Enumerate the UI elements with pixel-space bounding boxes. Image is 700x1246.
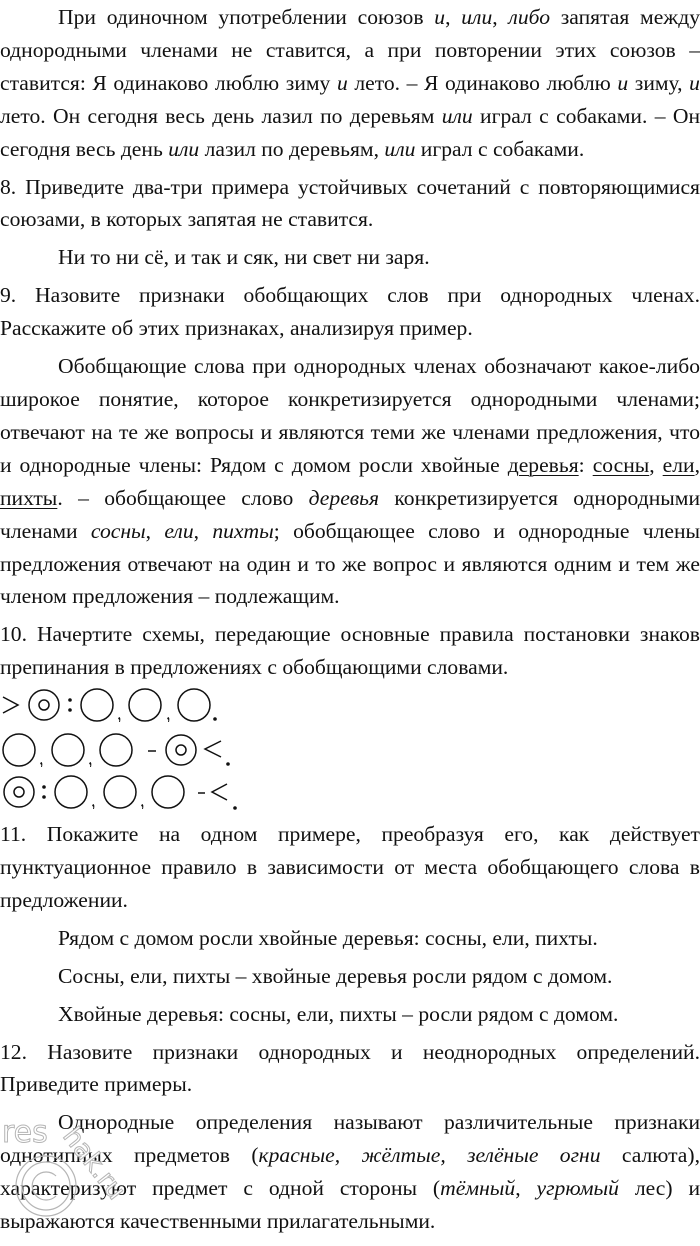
underlined-member: ели — [662, 452, 695, 477]
paragraph-conjunctions-rule: При одиночном употреблении союзов и, или, либо запятая между однородными членами не ставится, а при повторении этих союзов – ставится: Я одинаково люблю зиму и лето. – Я одинаково люблю и зиму, и лето. Он сегодня весь день лазил по деревьям или играл с собаками. – Он сегодня весь день или лазил по деревьям, или играл с собаками. — [0, 5, 700, 161]
answer-11-example-2: Сосны, ели, пихты – хвойные деревья росли рядом с домом. — [58, 963, 613, 988]
schema-diagram-icon — [0, 730, 700, 772]
answer-9: Обобщающие слова при однородных членах обозначают какое-либо широкое понятие, которое конкретизируется однородными членами; отвечают на те же вопросы и являются теми же членами предложения, что и однородные члены: Рядом с домом росли хвойные деревья: сосны, ели, пихты. – обобщающее слово деревья конкретизируется однородными членами сосны, ели, пихты; обобщающее слово и однородные члены предложения отвечают на один и то же вопрос и являются одним и тем же членом предложения – подлежащим. — [0, 354, 700, 609]
underlined-member: пихты — [0, 485, 58, 510]
svg-text:hak.ru: hak.ru — [56, 1121, 132, 1206]
question-8: 8. Приведите два-три примера устойчивых сочетаний с повторяющимися союзами, в которых запятая не ставится. — [0, 174, 700, 232]
answer-8: Ни то ни сё, и так и сяк, ни свет ни заря. — [58, 245, 430, 270]
underlined-generalizing-word: деревья — [507, 452, 579, 477]
schema-diagram-icon — [0, 772, 700, 814]
question-10: 10. Начертите схемы, передающие основные правила постановки знаков препинания в предложениях с обобщающими словами. — [0, 622, 700, 680]
punctuation-schema-3 — [0, 772, 700, 814]
answer-12: Однородные определения называют различительные признаки однотипных предметов (красные, жёлтые, зелёные огни салюта), характеризуют предмет с одной стороны (тёмный, угрюмый лес) и выражаются качественными прилагательными. — [0, 1110, 700, 1234]
answer-11-example-1: Рядом с домом росли хвойные деревья: сосны, ели, пихты. — [58, 925, 598, 950]
question-12: 12. Назовите признаки однородных и неоднородных определений. Приведите примеры. — [0, 1039, 700, 1097]
schema-diagram-icon — [0, 688, 700, 730]
punctuation-schema-2 — [0, 730, 700, 772]
underlined-member: сосны — [592, 452, 650, 477]
question-11: 11. Покажите на одном примере, преобразуя его, как действует пунктуационное правило в зависимости от места обобщающего слова в предложении. — [0, 822, 700, 912]
answer-11-example-3: Хвойные деревья: сосны, ели, пихты – росли рядом с домом. — [58, 1001, 619, 1026]
punctuation-schema-1 — [0, 688, 700, 730]
svg-text:res: res — [2, 1116, 48, 1150]
question-9: 9. Назовите признаки обобщающих слов при однородных членах. Расскажите об этих признаках, анализируя пример. — [0, 283, 700, 341]
